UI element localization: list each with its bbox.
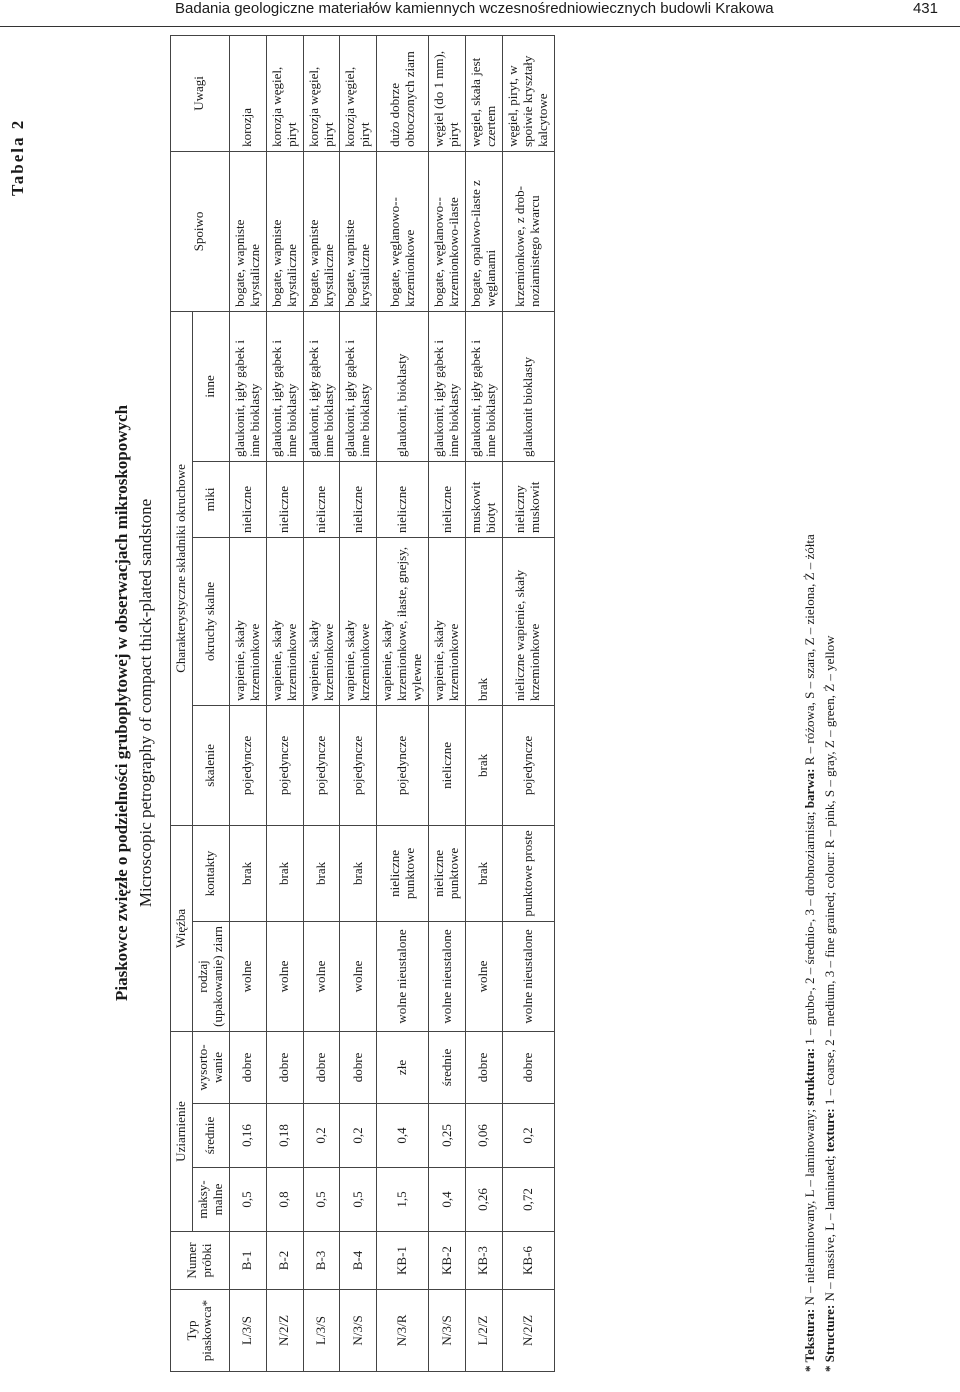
cell-rodzaj: wolne [303,921,340,1031]
header-okruchy: okruchy skalne [192,537,229,705]
table-row [377,35,429,1371]
cell-srednie: 0,06 [466,1104,503,1168]
cell-miki: muskowit biotyt [466,461,503,537]
cell-typ: N/3/R [377,1290,429,1372]
cell-maksymalne: 0,5 [303,1168,340,1232]
cell-maksymalne: 1,5 [377,1168,429,1232]
header-wiezba: Więźba [171,825,193,1031]
cell-okruchy: wapienie, skały krzemionkowe [340,537,377,705]
cell-wysortowanie: dobre [502,1031,554,1103]
cell-spoiwo: krzemionkowe, z drob-noziarnistego kwarcu [502,151,554,311]
cell-maksymalne: 0,4 [429,1168,466,1232]
table-row [340,35,377,1371]
footnote-english-part-a: N – massive, L – laminated; [821,1152,837,1305]
cell-numer: B-1 [229,1232,266,1290]
cell-kontakty: nieliczne punktowe [377,825,429,921]
running-head-title: Badania geologiczne materiałów kamiennych wczesnośredniowiecznych budowli Krakowa [175,0,774,17]
table-row [266,35,303,1371]
cell-numer: B-4 [340,1232,377,1290]
cell-wysortowanie: dobre [229,1031,266,1103]
cell-rodzaj: wolne nieustalone [429,921,466,1031]
footnote-english-part-b: 1 – coarse, 2 – medium, 3 – fine grained; colour: R – pink, S – gray, Z – green, Ż – yellow [821,635,837,1109]
cell-inne: glaukonit bioklasty [502,311,554,461]
cell-skalenie: pojedyncze [502,705,554,825]
table-row [466,35,503,1371]
cell-wysortowanie: dobre [466,1031,503,1103]
cell-inne: glaukonit, igły gąbek i inne bioklasty [303,311,340,461]
cell-okruchy: wapienie, skały krzemionkowe [229,537,266,705]
table-row [303,35,340,1371]
cell-rodzaj: wolne nieustalone [377,921,429,1031]
cell-okruchy: wapienie, skały krzemionkowe [429,537,466,705]
cell-numer: KB-1 [377,1232,429,1290]
cell-skalenie: pojedyncze [229,705,266,825]
cell-spoiwo: bogate, wapniste krystaliczne [266,151,303,311]
table-row [502,35,554,1371]
cell-typ: N/3/S [429,1290,466,1372]
cell-srednie: 0,2 [340,1104,377,1168]
cell-srednie: 0,18 [266,1104,303,1168]
header-rodzaj: rodzaj (upakowanie) ziarn [192,921,229,1031]
cell-okruchy: nieliczne wapienie, skały krzemionkowe [502,537,554,705]
cell-typ: L/3/S [303,1290,340,1372]
table-number: Tabela 2 [8,118,27,196]
cell-spoiwo: bogate, wapniste krystaliczne [303,151,340,311]
cell-miki: nieliczne [377,461,429,537]
cell-srednie: 0,2 [303,1104,340,1168]
header-skladniki: Charakterystyczne składniki okruchowe [171,311,193,825]
cell-typ: L/3/S [229,1290,266,1372]
cell-inne: glaukonit, bioklasty [377,311,429,461]
cell-skalenie: pojedyncze [340,705,377,825]
cell-inne: glaukonit, igły gąbek i inne bioklasty [466,311,503,461]
cell-inne: glaukonit, igły gąbek i inne bioklasty [229,311,266,461]
cell-miki: nieliczne [303,461,340,537]
table-footnotes [800,36,839,1372]
header-row-groups [171,35,193,1371]
cell-wysortowanie: dobre [340,1031,377,1103]
cell-skalenie: pojedyncze [266,705,303,825]
cell-rodzaj: wolne nieustalone [502,921,554,1031]
cell-okruchy: brak [466,537,503,705]
cell-maksymalne: 0,5 [229,1168,266,1232]
cell-inne: glaukonit, igły gąbek i inne bioklasty [266,311,303,461]
cell-miki: nieliczne [340,461,377,537]
header-srednie: średnie [192,1104,229,1168]
cell-okruchy: wapienie, skały krzemionkowe [303,537,340,705]
cell-rodzaj: wolne [466,921,503,1031]
footnote-polish [800,36,820,1372]
cell-numer: B-2 [266,1232,303,1290]
petrography-table [170,35,555,1372]
header-maksymalne: maksy-malne [192,1168,229,1232]
cell-miki: nieliczne [266,461,303,537]
cell-wysortowanie: dobre [303,1031,340,1103]
cell-numer: KB-3 [466,1232,503,1290]
cell-rodzaj: wolne [229,921,266,1031]
cell-skalenie: pojedyncze [303,705,340,825]
cell-wysortowanie: dobre [266,1031,303,1103]
footnote-polish-lead: * Tekstura: [802,1308,817,1372]
cell-skalenie: nieliczne [429,705,466,825]
cell-srednie: 0,25 [429,1104,466,1168]
cell-maksymalne: 0,8 [266,1168,303,1232]
cell-inne: glaukonit, igły gąbek i inne bioklasty [429,311,466,461]
running-head [0,0,960,27]
cell-srednie: 0,2 [502,1104,554,1168]
cell-okruchy: wapienie, skały krzemionkowe, iłaste, gnejsy, wylewne [377,537,429,705]
footnote-polish-label-c: barwa: [802,768,817,809]
cell-uwagi: korozja węgiel, piryt [340,35,377,151]
cell-okruchy: wapienie, skały krzemionkowe [266,537,303,705]
rotated-table-page [0,28,960,1378]
table-title-english: Microscopic petrography of compact thick-plated sandstone [136,498,155,908]
cell-uwagi: korozja [229,35,266,151]
cell-maksymalne: 0,26 [466,1168,503,1232]
cell-spoiwo: bogate, wapniste krystaliczne [340,151,377,311]
cell-wysortowanie: średnie [429,1031,466,1103]
cell-miki: nieliczne [229,461,266,537]
cell-miki: nieliczne [429,461,466,537]
footnote-english-lead: * Structure: [821,1304,837,1372]
footnote-polish-label-b: struktura: [802,1047,817,1106]
cell-numer: KB-6 [502,1232,554,1290]
footnote-polish-part-b: 1 – grubo-, 2 – średnio-, 3 – drobnoziarnista; [802,808,817,1048]
cell-uwagi: węgiel (do 1 mm), piryt [429,35,466,151]
table-row [229,35,266,1371]
cell-kontakty: punktowe proste [502,825,554,921]
cell-skalenie: pojedyncze [377,705,429,825]
cell-inne: glaukonit, igły gąbek i inne bioklasty [340,311,377,461]
page-number: 431 [912,0,938,17]
header-wysortowanie: wysorto-wanie [192,1031,229,1103]
cell-miki: nieliczny muskowit [502,461,554,537]
cell-uwagi: korozja węgiel, piryt [303,35,340,151]
cell-typ: N/3/S [340,1290,377,1372]
cell-maksymalne: 0,5 [340,1168,377,1232]
cell-uwagi: dużo dobrze obtoczonych ziarn [377,35,429,151]
footnote-english-label-b: texture: [821,1108,837,1153]
cell-rodzaj: wolne [266,921,303,1031]
header-uwagi: Uwagi [171,35,230,151]
header-uziarnienie: Uziarnienie [171,1031,193,1231]
footnote-english [820,36,840,1372]
header-spoiwo: Spoiwo [171,151,230,311]
cell-uwagi: korozja węgiel, piryt [266,35,303,151]
cell-typ: N/2/Z [502,1290,554,1372]
cell-typ: N/2/Z [266,1290,303,1372]
footnote-polish-part-c: R – różowa, S – szara, Z – zielona, Ż – żółta [802,534,817,769]
cell-kontakty: brak [466,825,503,921]
footnote-polish-part-a: N – nielaminowany, L – laminowany; [802,1105,817,1309]
cell-kontakty: brak [340,825,377,921]
cell-kontakty: brak [229,825,266,921]
cell-uwagi: węgiel, piryt, w spoiwie kryształy kalcytowe [502,35,554,151]
cell-spoiwo: bogate, opalowo-ilaste z węglanami [466,151,503,311]
header-inne: inne [192,311,229,461]
header-miki: miki [192,461,229,537]
cell-typ: L/2/Z [466,1290,503,1372]
cell-spoiwo: bogate, wapniste krystaliczne [229,151,266,311]
cell-srednie: 0,16 [229,1104,266,1168]
cell-kontakty: brak [266,825,303,921]
cell-srednie: 0,4 [377,1104,429,1168]
cell-maksymalne: 0,72 [502,1168,554,1232]
header-numer: Numer próbki [171,1232,230,1290]
cell-skalenie: brak [466,705,503,825]
cell-kontakty: nieliczne punktowe [429,825,466,921]
cell-numer: KB-2 [429,1232,466,1290]
header-typ: Typ piaskowca* [171,1290,230,1372]
cell-spoiwo: bogate, węglanowo--krzemionkowe [377,151,429,311]
header-kontakty: kontakty [192,825,229,921]
cell-rodzaj: wolne [340,921,377,1031]
table-title-polish: Piaskowce zwięzłe o podzielności gruboplytowej w obserwacjach mikroskopowych [112,404,131,1002]
cell-uwagi: węgiel, skała jest czertem [466,35,503,151]
header-skalenie: skalenie [192,705,229,825]
cell-wysortowanie: złe [377,1031,429,1103]
cell-kontakty: brak [303,825,340,921]
table-row [429,35,466,1371]
cell-spoiwo: bogate, węglanowo--krzemionkowo-ilaste [429,151,466,311]
cell-numer: B-3 [303,1232,340,1290]
